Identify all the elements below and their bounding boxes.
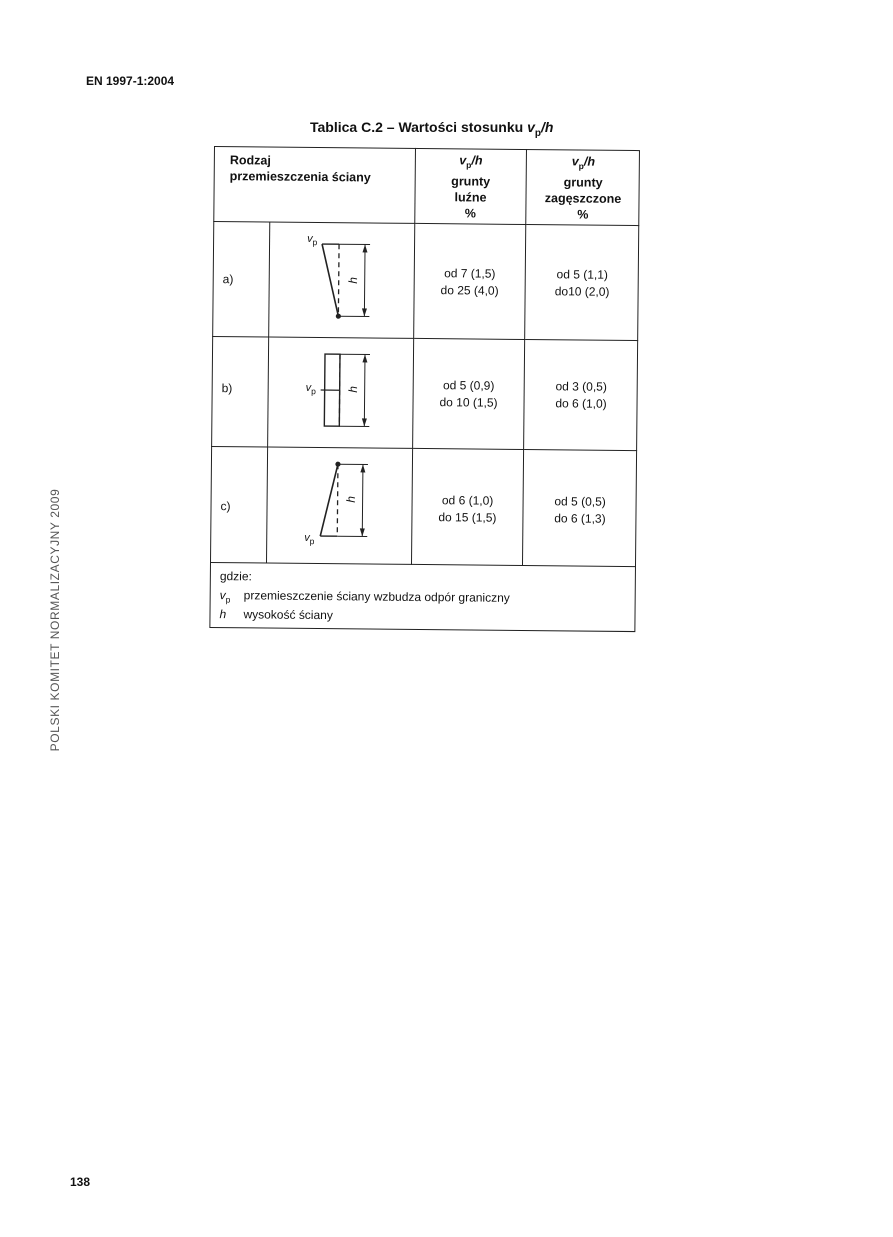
note-h: h wysokość ściany <box>219 607 333 623</box>
row-a-loose-cell <box>414 224 526 340</box>
row-a-loose-to: do 25 (4,0) <box>440 283 499 298</box>
row-b-loose-to: do 10 (1,5) <box>439 395 498 410</box>
row-a-loose-from: od 7 (1,5) <box>444 266 496 281</box>
row-a-label-cell <box>212 222 270 338</box>
row-b-label: b) <box>221 381 233 396</box>
header-loose-symbol: $v_p/h$ <box>459 153 483 170</box>
row-a-diagram-cell <box>269 223 415 339</box>
row-a-dense-to: do10 (2,0) <box>554 284 610 299</box>
header-loose-line1: grunty <box>451 173 491 189</box>
row-b-dense-from: od 3 (0,5) <box>555 379 607 394</box>
title-prefix: Tablica C.2 – Wartości stosunku <box>310 119 528 135</box>
row-a-h-label: h <box>346 276 361 284</box>
values-table <box>209 146 640 632</box>
row-c-loose-to: do 15 (1,5) <box>438 510 497 525</box>
title-suffix: /h <box>540 119 554 135</box>
wall-rotation-top-diagram <box>269 223 415 339</box>
header-dense-symbol: $v_p/h$ <box>571 154 596 172</box>
row-a-vp-label: $v_p$ <box>307 232 318 248</box>
header-dense-line3: % <box>577 206 589 222</box>
row-c-diagram-cell <box>267 448 413 565</box>
row-c-loose-cell <box>412 449 524 566</box>
row-b-h-label: h <box>345 385 361 393</box>
row-b-loose-cell <box>413 339 525 450</box>
side-watermark-text: POLSKI KOMITET NORMALIZACYJNY 2009 <box>48 488 62 752</box>
row-a-dense-from: od 5 (1,1) <box>556 267 609 282</box>
header-cell-dense <box>526 149 640 226</box>
row-b-dense-cell <box>524 340 638 451</box>
row-a-label: a) <box>222 272 234 287</box>
row-b-vp-label: $v_p$ <box>305 381 316 397</box>
row-c-vp-label: $v_p$ <box>304 531 315 547</box>
header-type-line2: przemieszczenia ściany <box>229 169 371 185</box>
row-b-dense-to: do 6 (1,0) <box>555 396 607 411</box>
page-number: 138 <box>70 1175 91 1189</box>
header-dense-line1: grunty <box>563 174 603 190</box>
standard-header: EN 1997-1:2004 <box>86 74 175 88</box>
wall-rotation-bottom-diagram <box>267 448 413 565</box>
row-b-label-cell <box>211 337 269 448</box>
row-c-loose-from: od 6 (1,0) <box>441 493 494 508</box>
row-c-label: c) <box>220 499 231 514</box>
wall-translation-diagram <box>268 338 414 449</box>
title-v: v <box>527 119 535 135</box>
header-type-line1: Rodzaj <box>229 153 271 168</box>
header-cell-loose <box>415 148 527 225</box>
row-c-dense-cell <box>523 450 637 567</box>
header-cell-type <box>213 146 416 224</box>
row-b-diagram-cell <box>268 338 414 449</box>
note-vp: $v_p$ przemieszczenie ściany wzbudza odpór graniczny <box>219 588 510 605</box>
row-c-h-label: h <box>343 495 358 503</box>
table-title <box>310 119 553 139</box>
table-notes <box>219 569 629 626</box>
row-b-loose-from: od 5 (0,9) <box>442 378 495 393</box>
row-c-label-cell <box>210 447 268 564</box>
row-c-dense-to: do 6 (1,3) <box>554 511 606 526</box>
notes-intro: gdzie: <box>219 569 252 584</box>
row-a-dense-cell <box>525 225 639 341</box>
header-dense-line2: zagęszczone <box>544 190 622 206</box>
title-sub: p <box>534 127 541 139</box>
header-loose-line3: % <box>464 205 476 221</box>
row-c-dense-from: od 5 (0,5) <box>554 494 606 509</box>
header-loose-line2: luźne <box>454 189 487 205</box>
